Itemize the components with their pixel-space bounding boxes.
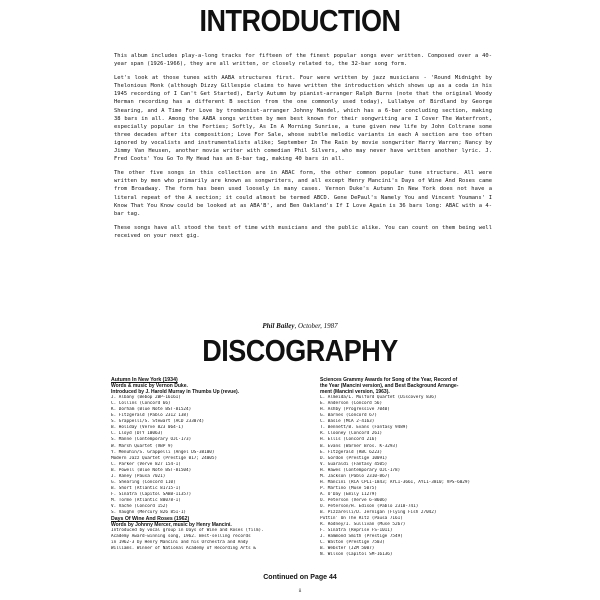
recording-entry: Puttin' On The Ritz (Pausa 7161) [320,516,403,522]
recording-entry: C. Lloyd (DTY 10063) [111,431,163,437]
recording-entry: E. Fitzgerald (Pablo 2312 138) [111,413,189,419]
author-signature [0,322,600,330]
song-note: Sciences Grammy Awards for Song of the Year, Record of [320,377,458,383]
recording-entry: J. Albany (Bebop 2BP-16161) [111,395,181,401]
recording-entry: E. Fitzgerald (RBC 6223) [320,449,383,455]
recording-entry: E. Anderson (Concord 56) [320,401,383,407]
recording-entry: V. Vache (Concord 152) [111,503,168,509]
recording-entry: S. Manne (Contemporary OJC-173) [111,437,192,443]
recording-entry: K. Dorham (Blue Note BST-81524) [111,407,192,413]
discography-heading: DISCOGRAPHY [202,334,398,368]
recording-entry: W. Marsh Quartet (VBP 9) [111,443,174,449]
recording-entry: B. Pizzarelli/D. Jernigan (Flying Fish 27042) [320,510,437,516]
recording-entry: C. Parker (Verve 827 154-1) [111,461,181,467]
recording-entry: S. Grappelli/S. Stewart (ACD 233074) [111,419,205,425]
recording-entry: T. Bennett/B. Evans (Fantasy 9489) [320,425,408,431]
author-name: Phil Bailey [262,322,295,330]
song-note: Academy Award-winning song, 1962. Best-selling records [111,534,251,540]
recording-entry: O. Peterson (Verve 6-8606) [320,497,388,503]
song-note: in 1962-3 by Henry Mancini and his Orchestra and Andy [111,540,249,546]
intro-paragraph: The other five songs in this collection are in ABAC form, the other common popular tune structure. All were written by men who primarily are known as songwriters, and all except Henry Mancini's Days of Wine And Roses came from Broadway. The form has been used loosely in many cases. Vernon Duke's Autumn In New York does not have a literal repeat of the A section; it could almost be termed ABCD. Gene DePaul's Namely You and Vincent Youmans' I Know That You Know could be looked at as ABA'B', and Ben Oakland's If I Love Again is 36 bars long: ABAC with a 4-bar tag. [114,170,492,217]
introduction-body [114,52,492,246]
song-credits: Words & music by Vernon Duke. [111,383,188,390]
song-note: the Year (Mancini version), and Best Background Arrange- [320,383,459,390]
song-introduced: Introduced by J. Harold Murray in Thumbs Up (revue). [111,389,240,396]
recording-entry: H. Hawes (Contemporary OJC-178) [320,467,401,473]
song-note: Williams. Winner of National Academy of Recording Arts & [111,546,256,552]
song-title: Autumn In New York (1934) [111,377,178,383]
intro-paragraph: These songs have all stood the test of time with musicians and the public alike. You can count on them being well received on your next gig. [114,224,492,239]
recording-entry: M. Torme (Atlantic 80078-1) [111,497,181,503]
recording-entry: C. Walton (Prestige 7503) [320,540,385,546]
intro-paragraph: This album includes play-a-long tracks for fifteen of the finest popular songs ever written. Composed over a 40-year span (1926-1966), they are all written, or closely related to, the 32-bar song form. [114,53,492,68]
recording-entry: H. Mancini (RCA CPL1-1843; AYL1-3661, AYL1-3810; VPS-6029) [320,479,471,485]
recording-entry: H. Ellis (Concord 216) [320,437,377,443]
song-note: Introduced by vocal group in Days of Wine and Roses (film). [111,528,264,534]
recording-entry: A. O'Day (Emily 11279) [320,491,377,497]
recording-entry: H. Ashby (Progressive 7040) [320,407,390,413]
song-note: ment (Mancini version, 1963). [320,389,390,396]
recording-entry: Modern Jazz Quartet (Prestige 017; 24005) [111,455,218,461]
recording-entry: B. Powell (Blue Note BST-81504) [111,467,192,473]
continued-note: Continued on Page 44 [263,574,337,581]
recording-entry: Y. Menuhin/S. Grappelli (Angel DS-38100) [111,449,215,455]
recording-entry: L. Almeida/L. Mulford Quartet (Discovery 836) [320,395,437,401]
recording-entry: B. Short (Atlantic 81715-1) [111,485,181,491]
recording-entry: F. Sinatra (Reprise FS-1011) [320,528,393,534]
introduction-heading: INTRODUCTION [199,4,401,38]
intro-paragraph: Let's look at those tunes with AABA structures first. Four were written by jazz musicians - 'Round Midnight by Thelonious Monk (although Dizzy Gillespie claims to have written the introduction which shows up as a coda in his 1945 recording of I Can't Get Started), Early Autumn by pianist-arranger Ralph Burns (note that the original Woody Herman recording has a different B section from the one commonly used today), Lullabye of Birdland by George Shearing, and A Time For Love by trombonist-arranger Johnny Mandel, which has a 6-bar concluding section, making 38 bars in all. Among the AABA songs written by men best known for their songwriting are I Cover The Waterfront, especially popular in the Forties; Softly, As In A Morning Sunrise, a tune given new life by John Coltrane some three decades after its composition; Love For Sale, whose subtle melodic variants in each A section are too often ignored by vocalists and instrumentalists alike; September In The Rain by movie songwriter Harry Warren; Nancy by Jimmy Van Heusen, another movie writer with comedian Phil Silvers, who may never have written another lyric. J. Fred Coots' You Go To My Head has an 8-bar tag, making 40 bars in all. [114,75,492,163]
recording-entry: B. Webster (JZM 5007) [320,546,375,552]
recording-entry: R. Rodney/I. Sullivan (Muse 5267) [320,522,406,528]
recording-entry: V. Guaraldi (Fantasy 4505) [320,461,388,467]
discography-right-column [320,377,530,558]
recording-entry: M. Jackson (Pablo 2310-867) [320,473,390,479]
recording-entry: F. Sinatra (Capitol SABB-11357) [111,491,192,497]
recording-entry: G. Barnes (Concord 67) [320,413,377,419]
recording-entry: N. Wilson (Capitol SM-16136) [320,552,393,558]
recording-entry: C. Basie (MCA 2-4163) [320,419,375,425]
page-number: ii [298,589,302,594]
recording-entry: G. Shearing (Concord 110) [111,479,176,485]
discography-left-column [111,377,316,552]
recording-entry: J. Raney (Pausa 7021) [111,473,166,479]
recording-entry: P. Martino (Muse 5075) [320,485,377,491]
recording-entry: S. Vaughn (Mercury 826 851-1) [111,510,187,516]
recording-entry: O. Peterson/H. Edison (Pablo 2310-741) [320,503,419,509]
recording-entry: B. Holiday (Verve 823 064-1) [111,425,184,431]
signature-date: , October, 1987 [294,322,338,330]
song-credits: Words by Johnny Mercer, music by Henry Mancini. [111,522,232,529]
recording-entry: C. Collins (Concord 66) [111,401,171,407]
recording-entry: B. Evans (Warner Bros. K-3293) [320,443,398,449]
song-title: Days Of Wine And Roses (1962) [111,516,190,523]
recording-entry: J. Hammond Smith (Prestige 7549) [320,534,403,540]
recording-entry: D. Gordon (Prestige 10091) [320,455,388,461]
recording-entry: R. Clooney (Concord 261) [320,431,383,437]
